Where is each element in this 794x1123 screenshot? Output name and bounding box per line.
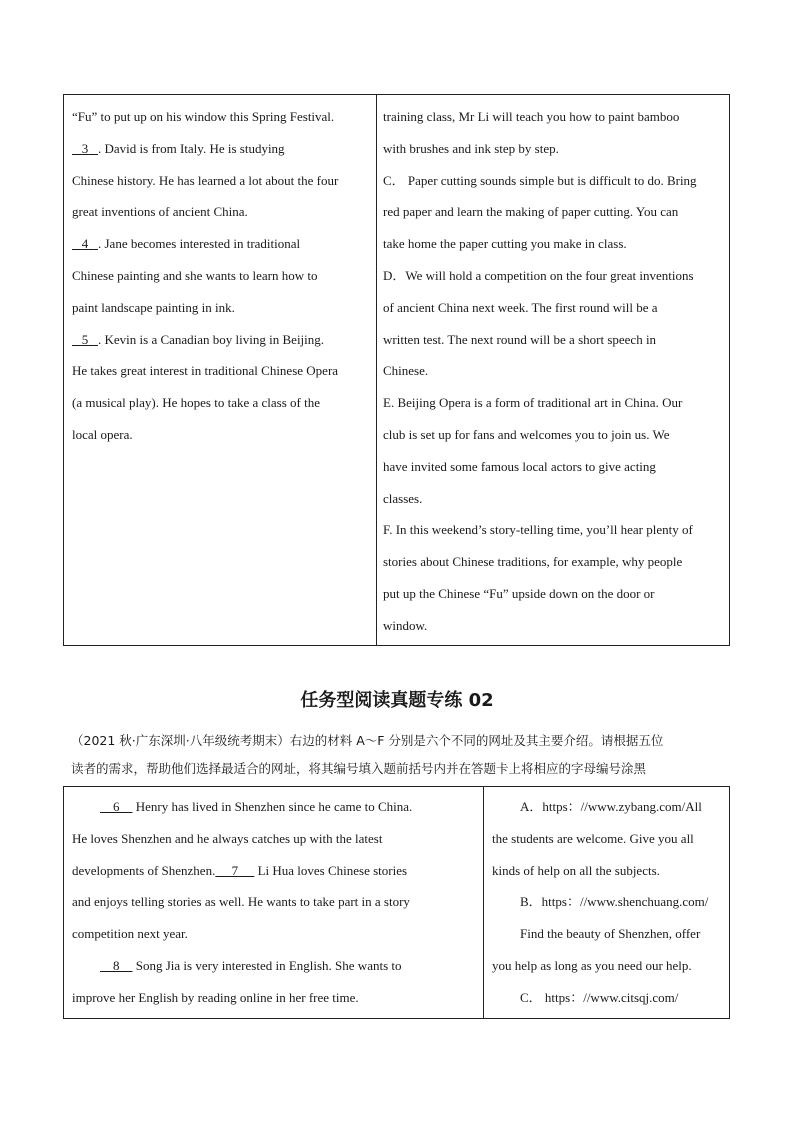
material-line: red paper and learn the making of paper cutting. You can (383, 204, 679, 220)
reader-needs-column (64, 787, 484, 1018)
need-line: “Fu” to put up on his window this Spring Festival. (72, 109, 335, 124)
instruction-line: 读者的需求，帮助他们选择最适合的网址，将其编号填入题前括号内并在答题卡上将相应的字母编号涂黑 (71, 761, 647, 776)
websites-column (484, 787, 729, 1018)
website-line: B．https：//www.shenchuang.com/ (520, 894, 709, 910)
material-line: E. Beijing Opera is a form of traditional art in China. Our (383, 395, 683, 411)
material-line: F. In this weekend’s story-telling time, you’ll hear plenty of (383, 522, 693, 538)
material-line: take home the paper cutting you make in class. (383, 236, 627, 252)
need-line: Chinese history. He has learned a lot about the four (72, 172, 339, 188)
instruction-line: （2021 秋·广东深圳·八年级统考期末）右边的材料 A～F 分别是六个不同的网址及其主要介绍。请根据五位 (71, 733, 664, 748)
need-line: He loves Shenzhen and he always catches up with the latest (72, 830, 383, 846)
material-line: have invited some famous local actors to give acting (383, 458, 656, 474)
need-line: 5 . Kevin is a Canadian boy living in Beijing. (72, 324, 368, 356)
material-line: classes. (383, 490, 423, 506)
website-line: you help as long as you need our help. (492, 957, 692, 973)
needs-table-02 (63, 786, 730, 1019)
answer-blank-5[interactable]: 5 (81, 331, 89, 347)
answer-blank-7[interactable]: 7 (231, 862, 239, 878)
material-line: window. (383, 617, 428, 633)
material-line: stories about Chinese traditions, for example, why people (383, 554, 683, 570)
material-line: Chinese. (383, 363, 429, 379)
need-line: 8 Song Jia is very interested in English. She wants to (72, 950, 475, 982)
materials-column (377, 95, 729, 645)
website-line: A．https：//www.zybang.com/All (520, 799, 702, 814)
need-line: 4 . Jane becomes interested in traditional (72, 228, 368, 260)
need-line: 3 . David is from Italy. He is studying (72, 133, 368, 165)
need-line: competition next year. (72, 926, 188, 942)
material-line: of ancient China next week. The first round will be a (383, 299, 658, 315)
answer-blank-4[interactable]: 4 (81, 236, 89, 252)
answer-blank-8[interactable]: 8 (113, 957, 120, 973)
website-line: Find the beauty of Shenzhen, offer (520, 926, 701, 942)
needs-table-continued (63, 94, 730, 646)
section-title: 任务型阅读真题专练 02 (300, 690, 494, 711)
answer-blank-6[interactable]: 6 (113, 799, 120, 814)
reader-needs-column (64, 95, 377, 645)
material-line: put up the Chinese “Fu” upside down on the door or (383, 585, 655, 601)
need-line: (a musical play). He hopes to take a class of the (72, 395, 320, 411)
need-line: He takes great interest in traditional Chinese Opera (72, 363, 339, 379)
material-line: club is set up for fans and welcomes you to join us. We (383, 426, 670, 442)
answer-blank-3[interactable]: 3 (81, 140, 89, 156)
website-line: the students are welcome. Give you all (492, 830, 694, 846)
need-line: and enjoys telling stories as well. He wants to take part in a story (72, 894, 410, 910)
need-line: developments of Shenzhen. 7 Li Hua loves Chinese stories (72, 862, 408, 878)
need-line: 6 Henry has lived in Shenzhen since he came to China. (72, 791, 475, 823)
need-line: improve her English by reading online in her free time. (72, 989, 359, 1005)
material-line: C． Paper cutting sounds simple but is difficult to do. Bring (383, 172, 697, 188)
material-line: with brushes and ink step by step. (383, 140, 559, 156)
need-line: paint landscape painting in ink. (72, 299, 235, 315)
material-line: written test. The next round will be a short speech in (383, 331, 657, 347)
need-line: great inventions of ancient China. (72, 204, 248, 220)
need-line: local opera. (72, 426, 133, 442)
need-line: Chinese painting and she wants to learn how to (72, 267, 318, 283)
material-line: training class, Mr Li will teach you how to paint bamboo (383, 109, 680, 124)
website-line: C． https：//www.citsqj.com/ (520, 989, 679, 1005)
material-line: D．We will hold a competition on the four great inventions (383, 267, 694, 283)
website-line: kinds of help on all the subjects. (492, 862, 660, 878)
section-instructions (71, 727, 731, 783)
